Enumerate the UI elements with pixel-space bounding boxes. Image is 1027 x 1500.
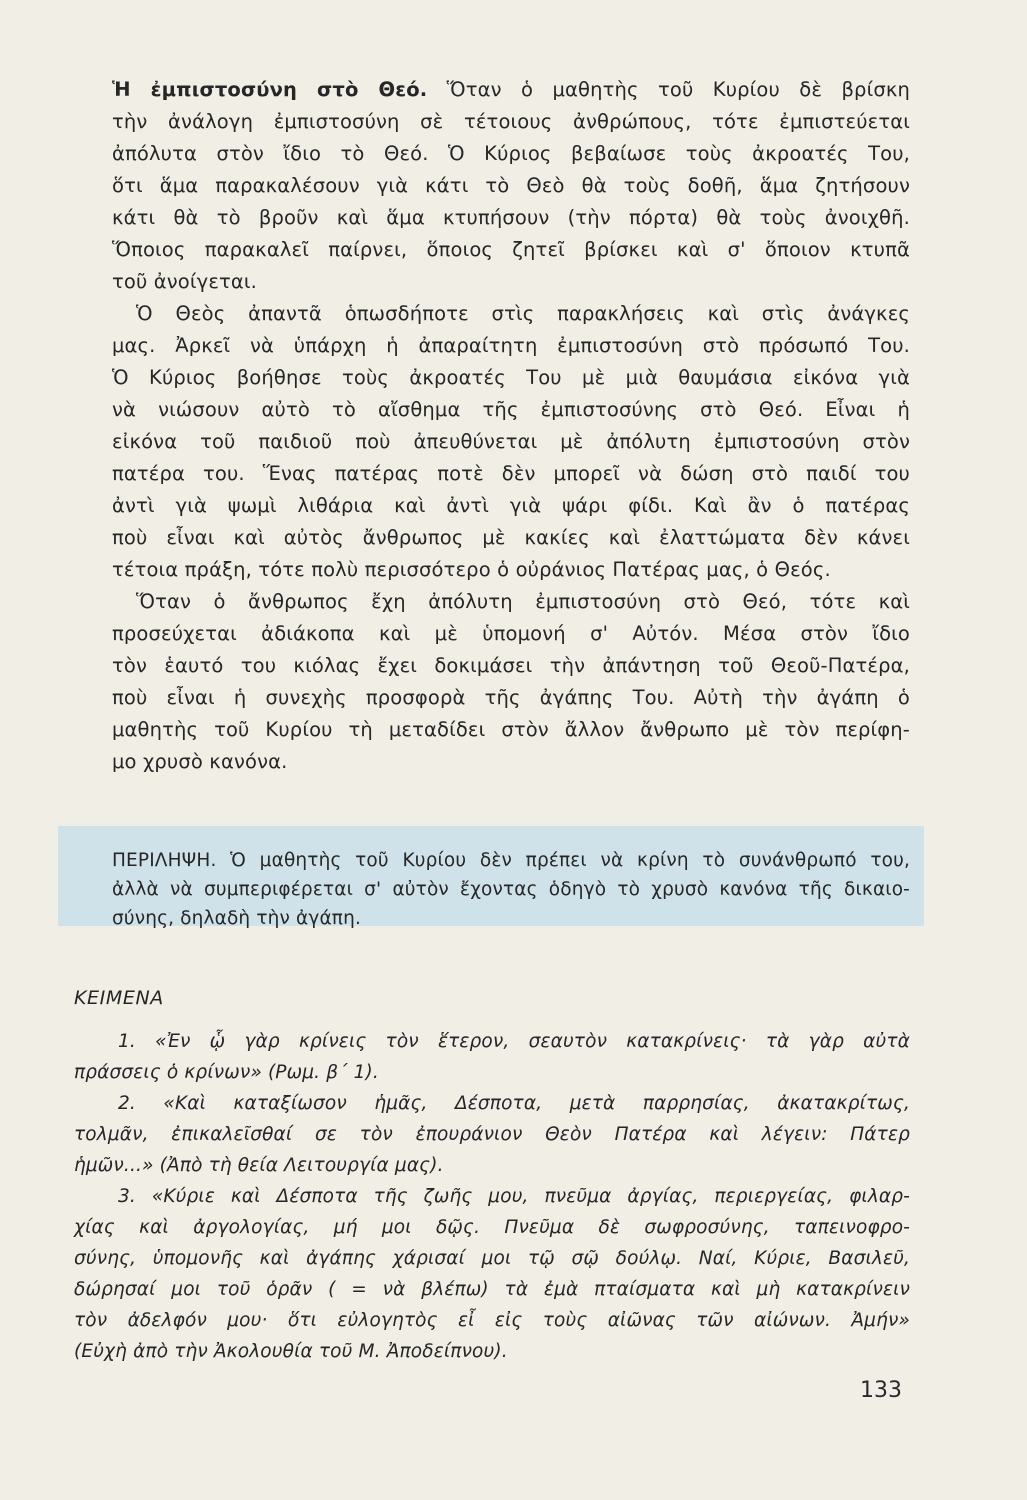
body-line: Ὁ Θεὸς ἀπαντᾶ ὁπωσδήποτε στὶς παρακλήσεις καὶ στὶς ἀνάγκες: [136, 302, 910, 325]
quote-line: 1. «Ἐν ᾧ γὰρ κρίνεις τὸν ἕτερον, σεαυτὸν κατακρίνεις· τὰ γὰρ αὐτὰ: [118, 1031, 910, 1052]
summary-box: [58, 826, 924, 929]
main-text: [112, 74, 910, 778]
quote-line: ἡμῶν...» (Ἀπὸ τὴ θεία Λειτουργία μας).: [74, 1155, 444, 1176]
quote-line: 3. «Κύριε καὶ Δέσποτα τῆς ζωῆς μου, πνεῦμα ἀργίας, περιεργείας, φιλαρ-: [118, 1186, 910, 1207]
body-line-text: Ὅταν ὁ μαθητὴς τοῦ Κυρίου δὲ βρίσκη: [427, 78, 910, 101]
quote-line: (Εὐχὴ ἀπὸ τὴν Ἀκολουθία τοῦ Μ. Ἀποδείπνου).: [74, 1341, 508, 1362]
body-line: τοῦ ἀνοίγεται.: [112, 270, 257, 293]
body-line: ἀντὶ γιὰ ψωμὶ λιθάρια καὶ ἀντὶ γιὰ ψάρι φίδι. Καὶ ἂν ὁ πατέρας: [112, 494, 910, 517]
body-line: Ὅποιος παρακαλεῖ παίρνει, ὅποιος ζητεῖ βρίσκει καὶ σ' ὅποιον κτυπᾶ: [112, 238, 910, 261]
summary-line: ΠΕΡΙΛΗΨΗ. Ὁ μαθητὴς τοῦ Κυρίου δὲν πρέπει νὰ κρίνη τὸ συνάνθρωπό του,: [112, 850, 910, 871]
body-line: τὸν ἑαυτό του κιόλας ἔχει δοκιμάσει τὴν ἀπάντηση τοῦ Θεοῦ-Πατέρα,: [112, 654, 910, 677]
summary-text: [112, 846, 910, 933]
quote-line: τὸν ἀδελφόν μου· ὅτι εὐλογητὸς εἶ εἰς τοὺς αἰῶνας τῶν αἰώνων. Ἀμήν»: [74, 1310, 910, 1331]
page-number: 133: [860, 1378, 902, 1403]
quote-line: δώρησαί μοι τοῦ ὁρᾶν ( = νὰ βλέπω) τὰ ἐμὰ πταίσματα καὶ μὴ κατακρίνειν: [74, 1279, 910, 1300]
body-line: τὴν ἀνάλογη ἐμπιστοσύνη σὲ τέτοιους ἀνθρώπους, τότε ἐμπιστεύεται: [112, 110, 910, 133]
body-line: νὰ νιώσουν αὐτὸ τὸ αἴσθημα τῆς ἐμπιστοσύνης στὸ Θεό. Εἶναι ἡ: [112, 398, 910, 421]
body-line: ἀπόλυτα στὸν ἴδιο τὸ Θεό. Ὁ Κύριος βεβαίωσε τοὺς ἀκροατές Του,: [112, 142, 910, 165]
body-line: μαθητὴς τοῦ Κυρίου τὴ μεταδίδει στὸν ἄλλον ἄνθρωπο μὲ τὸν περίφη-: [112, 718, 910, 741]
texts-heading: ΚΕΙΜΕΝΑ: [74, 987, 164, 1009]
quote-line: 2. «Καὶ καταξίωσον ἡμᾶς, Δέσποτα, μετὰ παρρησίας, ἀκατακρίτως,: [118, 1093, 910, 1114]
body-line: ποὺ εἶναι καὶ αὐτὸς ἄνθρωπος μὲ κακίες καὶ ἐλαττώματα δὲν κάνει: [112, 526, 910, 549]
body-line: τέτοια πράξη, τότε πολὺ περισσότερο ὁ οὐράνιος Πατέρας μας, ὁ Θεός.: [112, 558, 831, 581]
section-title: Ἡ ἐμπιστοσύνη στὸ Θεό.: [112, 78, 428, 101]
body-line: πατέρα του. Ἕνας πατέρας ποτὲ δὲν μπορεῖ νὰ δώση στὸ παιδί του: [112, 462, 910, 485]
body-line: ὅτι ἅμα παρακαλέσουν γιὰ κάτι τὸ Θεὸ θὰ τοὺς δοθῆ, ἅμα ζητήσουν: [112, 174, 910, 197]
body-line: μας. Ἀρκεῖ νὰ ὑπάρχη ἡ ἀπαραίτητη ἐμπιστοσύνη στὸ πρόσωπό Του.: [112, 334, 910, 357]
quote-line: σύνης, ὑπομονῆς καὶ ἀγάπης χάρισαί μοι τῷ σῷ δούλῳ. Ναί, Κύριε, Βασιλεῦ,: [74, 1248, 910, 1269]
texts-list: [74, 1026, 910, 1367]
body-line: προσεύχεται ἀδιάκοπα καὶ μὲ ὑπομονή σ' Αὐτόν. Μέσα στὸν ἴδιο: [112, 622, 910, 645]
body-line: Ὅταν ὁ ἄνθρωπος ἔχη ἀπόλυτη ἐμπιστοσύνη στὸ Θεό, τότε καὶ: [136, 590, 910, 613]
quote-line: χίας καὶ ἀργολογίας, μή μοι δῷς. Πνεῦμα δὲ σωφροσύνης, ταπεινοφρο-: [74, 1217, 910, 1238]
body-line: ποὺ εἶναι ἡ συνεχὴς προσφορὰ τῆς ἀγάπης Του. Αὐτὴ τὴν ἀγάπη ὁ: [112, 686, 910, 709]
summary-line: ἀλλὰ νὰ συμπεριφέρεται σ' αὐτὸν ἔχοντας ὁδηγὸ τὸ χρυσὸ κανόνα τῆς δικαιο-: [112, 879, 910, 900]
body-line: κάτι θὰ τὸ βροῦν καὶ ἅμα κτυπήσουν (τὴν πόρτα) θὰ τοὺς ἀνοιχθῆ.: [112, 206, 910, 229]
body-line: Ὁ Κύριος βοήθησε τοὺς ἀκροατές Του μὲ μιὰ θαυμάσια εἰκόνα γιὰ: [112, 366, 910, 389]
quote-line: πράσσεις ὁ κρίνων» (Ρωμ. β΄ 1).: [74, 1062, 379, 1083]
body-line: [112, 74, 910, 106]
quote-line: τολμᾶν, ἐπικαλεῖσθαί σε τὸν ἐπουράνιον Θεὸν Πατέρα καὶ λέγειν: Πάτερ: [74, 1124, 910, 1145]
summary-line: σύνης, δηλαδὴ τὴν ἀγάπη.: [112, 908, 361, 929]
body-line: μο χρυσὸ κανόνα.: [112, 750, 288, 773]
body-line: εἰκόνα τοῦ παιδιοῦ ποὺ ἀπευθύνεται μὲ ἀπόλυτη ἐμπιστοσύνη στὸν: [112, 430, 910, 453]
